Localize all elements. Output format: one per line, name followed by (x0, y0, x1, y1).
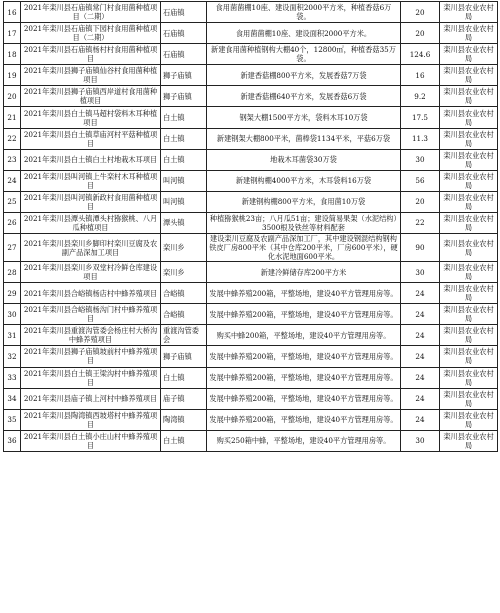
project-name-cell: 2021年栾川县白土镇草庙河村平菇种植项目 (21, 128, 161, 149)
town-cell: 合峪镇 (161, 304, 207, 325)
construction-content-cell: 建设栾川豆腐及农副产品深加工厂，其中建设钢混结构钢构铁皮厂房800平米（其中仓库200平米，厂房600平米），硬化水泥地面600平米。 (207, 234, 401, 262)
funds-amount-cell: 11.3 (401, 128, 440, 149)
construction-content-cell: 种植猕猴桃23亩；八月瓜51亩；建设简易果架（水泥结构）3500根及铁丝等材料配套 (207, 212, 401, 233)
construction-content-cell: 新建钢架大棚800平米，菌棒袋1134平米，平菇6万袋 (207, 128, 401, 149)
row-index-cell: 16 (4, 2, 21, 23)
funds-amount-cell: 9.2 (401, 86, 440, 107)
responsible-department-cell: 栾川县农业农村局 (440, 430, 498, 451)
construction-content-cell: 新建钢构棚800平方米，食用菌10万袋 (207, 191, 401, 212)
table-row (4, 234, 498, 262)
table-row (4, 170, 498, 191)
responsible-department-cell: 栾川县农业农村局 (440, 409, 498, 430)
table-row (4, 107, 498, 128)
town-cell: 潭头镇 (161, 212, 207, 233)
table-row (4, 430, 498, 451)
responsible-department-cell: 栾川县农业农村局 (440, 149, 498, 170)
town-cell: 栾川乡 (161, 262, 207, 283)
responsible-department-cell: 栾川县农业农村局 (440, 388, 498, 409)
project-name-cell: 2021年栾川县狮子庙镇仙谷村食用菌种植项目 (21, 65, 161, 86)
responsible-department-cell: 栾川县农业农村局 (440, 304, 498, 325)
town-cell: 陶湾镇 (161, 409, 207, 430)
construction-content-cell: 地栽木耳菌袋30万袋 (207, 149, 401, 170)
town-cell: 叫河镇 (161, 191, 207, 212)
project-name-cell: 2021年栾川县石庙镇常门村食用菌种植项目（二期） (21, 2, 161, 23)
row-index-cell: 32 (4, 346, 21, 367)
table-row (4, 325, 498, 346)
construction-content-cell: 新建冷鲜储存库200平方米 (207, 262, 401, 283)
responsible-department-cell: 栾川县农业农村局 (440, 367, 498, 388)
funds-amount-cell: 90 (401, 234, 440, 262)
funds-amount-cell: 124.6 (401, 44, 440, 65)
construction-content-cell: 钢架大棚1500平方米，袋料木耳10万袋 (207, 107, 401, 128)
construction-content-cell: 新建钢构棚4000平方米，木耳袋料16万袋 (207, 170, 401, 191)
construction-content-cell: 发展中蜂养殖200箱，平整场地，建设40平方管理用房等。 (207, 346, 401, 367)
table-row (4, 367, 498, 388)
responsible-department-cell: 栾川县农业农村局 (440, 191, 498, 212)
row-index-cell: 22 (4, 128, 21, 149)
funds-amount-cell: 30 (401, 430, 440, 451)
construction-content-cell: 食用菌菌棚10座、建设面积2000平方米。 (207, 23, 401, 44)
project-table-body (4, 2, 498, 452)
town-cell: 叫河镇 (161, 170, 207, 191)
construction-content-cell: 新建香菇棚800平方米，发展香菇7万袋 (207, 65, 401, 86)
town-cell: 白土镇 (161, 149, 207, 170)
responsible-department-cell: 栾川县农业农村局 (440, 170, 498, 191)
table-row (4, 283, 498, 304)
table-row (4, 65, 498, 86)
construction-content-cell: 发展中蜂养殖200箱，平整场地，建设40平方管理用房等。 (207, 388, 401, 409)
table-row (4, 388, 498, 409)
construction-content-cell: 新建香菇棚640平方米，发展香菇6万袋 (207, 86, 401, 107)
table-row (4, 191, 498, 212)
town-cell: 合峪镇 (161, 283, 207, 304)
construction-content-cell: 发展中蜂养殖200箱，平整场地，建设40平方管理用房等。 (207, 304, 401, 325)
responsible-department-cell: 栾川县农业农村局 (440, 234, 498, 262)
funds-amount-cell: 16 (401, 65, 440, 86)
row-index-cell: 30 (4, 304, 21, 325)
funds-amount-cell: 20 (401, 191, 440, 212)
row-index-cell: 27 (4, 234, 21, 262)
table-row (4, 262, 498, 283)
project-name-cell: 2021年栾川县狮子庙镇西岸道村食用菌种植项目 (21, 86, 161, 107)
project-name-cell: 2021年栾川县石庙镇下园村食用菌种植项目（二期） (21, 23, 161, 44)
town-cell: 狮子庙镇 (161, 346, 207, 367)
town-cell: 白土镇 (161, 430, 207, 451)
row-index-cell: 17 (4, 23, 21, 44)
responsible-department-cell: 栾川县农业农村局 (440, 107, 498, 128)
responsible-department-cell: 栾川县农业农村局 (440, 65, 498, 86)
table-row (4, 2, 498, 23)
table-row (4, 128, 498, 149)
funds-amount-cell: 24 (401, 346, 440, 367)
table-row (4, 44, 498, 65)
town-cell: 狮子庙镇 (161, 86, 207, 107)
town-cell: 石庙镇 (161, 2, 207, 23)
construction-content-cell: 发展中蜂养殖200箱，平整场地，建设40平方管理用房等。 (207, 283, 401, 304)
responsible-department-cell: 栾川县农业农村局 (440, 346, 498, 367)
row-index-cell: 34 (4, 388, 21, 409)
project-name-cell: 2021年栾川县石庙镇杨村村食用菌种植项目 (21, 44, 161, 65)
row-index-cell: 33 (4, 367, 21, 388)
responsible-department-cell: 栾川县农业农村局 (440, 325, 498, 346)
construction-content-cell: 新建食用菌种植钢构大棚40个，12800㎡，种植香菇35万袋。 (207, 44, 401, 65)
project-name-cell: 2021年栾川县庙子镇上河村中蜂养殖项目 (21, 388, 161, 409)
town-cell: 庙子镇 (161, 388, 207, 409)
responsible-department-cell: 栾川县农业农村局 (440, 128, 498, 149)
table-row (4, 409, 498, 430)
funds-amount-cell: 56 (401, 170, 440, 191)
row-index-cell: 36 (4, 430, 21, 451)
responsible-department-cell: 栾川县农业农村局 (440, 86, 498, 107)
project-name-cell: 2021年栾川县白土镇王梁沟村中蜂养殖项目 (21, 367, 161, 388)
responsible-department-cell: 栾川县农业农村局 (440, 44, 498, 65)
funds-amount-cell: 24 (401, 325, 440, 346)
town-cell: 白土镇 (161, 107, 207, 128)
funds-amount-cell: 24 (401, 283, 440, 304)
row-index-cell: 31 (4, 325, 21, 346)
project-name-cell: 2021年栾川县叫河镇上牛栾村木耳种植项目 (21, 170, 161, 191)
project-name-cell: 2021年栾川县白土镇马超村袋料木耳种植项目 (21, 107, 161, 128)
project-name-cell: 2021年栾川县合峪镇杨店村中蜂养殖项目 (21, 283, 161, 304)
funds-amount-cell: 24 (401, 367, 440, 388)
construction-content-cell: 食用菌菌棚10座、建设面积2000平方米，种植香菇6万袋。 (207, 2, 401, 23)
funds-amount-cell: 30 (401, 149, 440, 170)
town-cell: 狮子庙镇 (161, 65, 207, 86)
town-cell: 重渡沟管委会 (161, 325, 207, 346)
project-name-cell: 2021年栾川县潭头镇潭头村猕猴桃、八月瓜种植项目 (21, 212, 161, 233)
funds-amount-cell: 24 (401, 388, 440, 409)
responsible-department-cell: 栾川县农业农村局 (440, 212, 498, 233)
row-index-cell: 26 (4, 212, 21, 233)
project-name-cell: 2021年栾川县栾川乡脚印村栾川豆腐及农副产品深加工项目 (21, 234, 161, 262)
project-name-cell: 2021年栾川县狮子庙镇坡前村中蜂养殖项目 (21, 346, 161, 367)
table-row (4, 304, 498, 325)
row-index-cell: 19 (4, 65, 21, 86)
project-name-cell: 2021年栾川县叫河镇新政村食用菌种植项目 (21, 191, 161, 212)
funds-amount-cell: 24 (401, 409, 440, 430)
row-index-cell: 18 (4, 44, 21, 65)
responsible-department-cell: 栾川县农业农村局 (440, 23, 498, 44)
construction-content-cell: 购买中蜂200箱，平整场地，建设40平方管理用房等。 (207, 325, 401, 346)
row-index-cell: 20 (4, 86, 21, 107)
funds-amount-cell: 17.5 (401, 107, 440, 128)
row-index-cell: 35 (4, 409, 21, 430)
town-cell: 白土镇 (161, 128, 207, 149)
project-name-cell: 2021年栾川县重渡沟管委会杨庄村大桥沟中蜂养殖项目 (21, 325, 161, 346)
project-table (3, 1, 498, 452)
responsible-department-cell: 栾川县农业农村局 (440, 2, 498, 23)
row-index-cell: 25 (4, 191, 21, 212)
table-row (4, 149, 498, 170)
table-row (4, 23, 498, 44)
row-index-cell: 23 (4, 149, 21, 170)
town-cell: 白土镇 (161, 367, 207, 388)
row-index-cell: 24 (4, 170, 21, 191)
construction-content-cell: 发展中蜂养殖200箱，平整场地，建设40平方管理用房等。 (207, 409, 401, 430)
funds-amount-cell: 30 (401, 262, 440, 283)
table-row (4, 86, 498, 107)
project-name-cell: 2021年栾川县白土镇小庄山村中蜂养殖项目 (21, 430, 161, 451)
project-name-cell: 2021年栾川县陶湾镇西坡塔村中蜂养殖项目 (21, 409, 161, 430)
funds-amount-cell: 20 (401, 2, 440, 23)
construction-content-cell: 购买250箱中蜂，平整场地，建设40平方管理用房等。 (207, 430, 401, 451)
project-name-cell: 2021年栾川县合峪镇杨沟门村中蜂养殖项目 (21, 304, 161, 325)
project-name-cell: 2021年栾川县栾川乡双堂村冷鲜仓库建设项目 (21, 262, 161, 283)
town-cell: 栾川乡 (161, 234, 207, 262)
funds-amount-cell: 24 (401, 304, 440, 325)
row-index-cell: 21 (4, 107, 21, 128)
project-name-cell: 2021年栾川县白土镇白土村地栽木耳项目 (21, 149, 161, 170)
funds-amount-cell: 20 (401, 23, 440, 44)
funds-amount-cell: 22 (401, 212, 440, 233)
table-row (4, 346, 498, 367)
town-cell: 石庙镇 (161, 44, 207, 65)
table-row (4, 212, 498, 233)
row-index-cell: 29 (4, 283, 21, 304)
town-cell: 石庙镇 (161, 23, 207, 44)
construction-content-cell: 发展中蜂养殖200箱，平整场地，建设40平方管理用房等。 (207, 367, 401, 388)
responsible-department-cell: 栾川县农业农村局 (440, 283, 498, 304)
row-index-cell: 28 (4, 262, 21, 283)
responsible-department-cell: 栾川县农业农村局 (440, 262, 498, 283)
